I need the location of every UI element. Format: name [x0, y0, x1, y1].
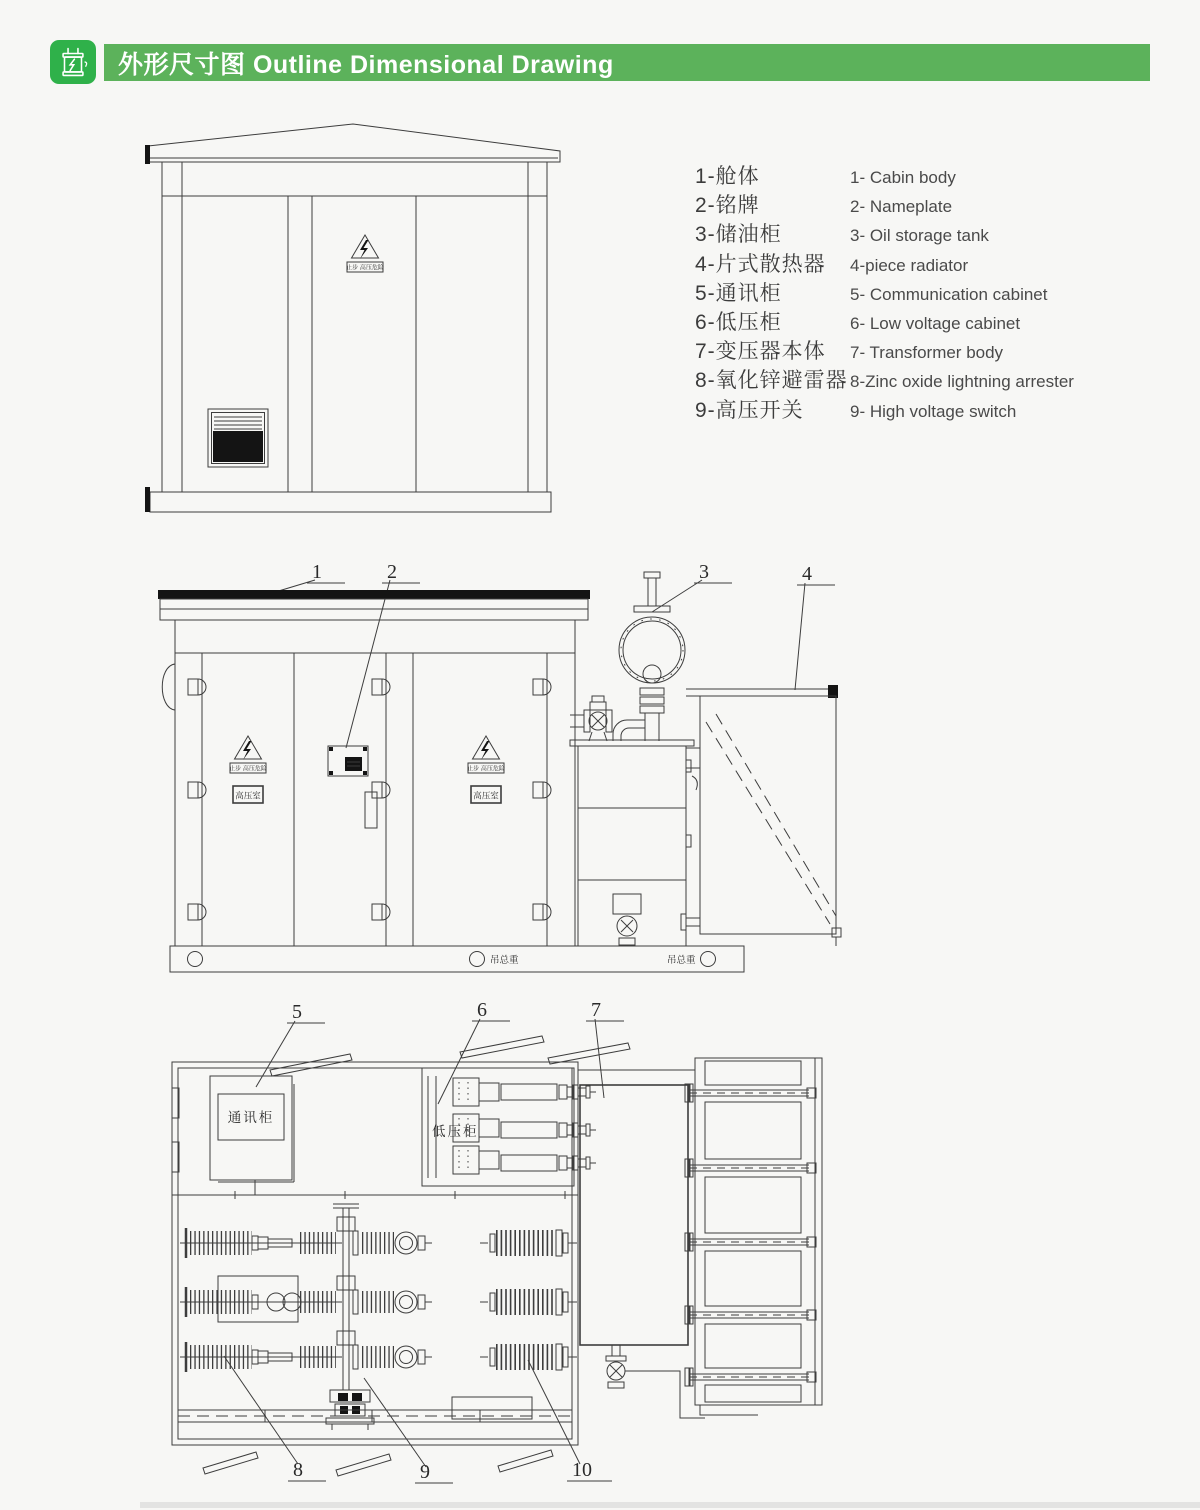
lightning-arrester-row-3	[180, 1342, 342, 1372]
plan-base-rails	[178, 1397, 572, 1422]
legend-en: 8-Zinc oxide lightning arrester	[850, 372, 1074, 392]
legend-zh: 8-氧化锌避雷器	[695, 369, 848, 393]
front-roof	[145, 124, 560, 164]
butterfly-valve	[570, 696, 612, 741]
side-roof	[158, 590, 590, 620]
front-louver-vent	[208, 409, 268, 467]
callout-2: 2	[387, 561, 397, 583]
lv-bus-row-3	[501, 1155, 596, 1171]
lv-cabinet-label: 低压柜	[432, 1124, 479, 1139]
legend-row	[695, 160, 1165, 189]
legend-zh: 9-高压开关	[695, 398, 804, 422]
lift-weight-label: 吊总重	[490, 955, 519, 966]
communication-cabinet	[210, 1076, 294, 1195]
lv-bus-row-2	[501, 1122, 596, 1138]
legend-zh: 2-铭牌	[695, 194, 760, 218]
callout-3: 3	[699, 561, 709, 583]
front-warning-text: 止步 高压危险	[346, 265, 384, 272]
legend-zh: 6-低压柜	[695, 310, 782, 334]
hv-switch-insulator-row-3	[353, 1345, 432, 1369]
hv-room-label: 高压室	[235, 790, 261, 801]
footer-divider	[140, 1502, 1200, 1508]
legend-row	[695, 248, 1165, 277]
legend-en: 6- Low voltage cabinet	[850, 313, 1021, 333]
section-title: 外形尺寸图 Outline Dimensional Drawing	[118, 50, 614, 79]
side-warning-text: 止步 高压危险	[229, 766, 267, 773]
callout-10: 10	[572, 1459, 592, 1481]
transformer-icon-glyph	[56, 45, 90, 79]
section-title-bar	[104, 44, 1150, 81]
side-warning-text: 止步 高压危险	[467, 766, 505, 773]
hv-bushing-row-1	[480, 1230, 577, 1256]
legend-row	[695, 189, 1165, 218]
plan-transformer-body	[578, 1070, 705, 1418]
legend-zh: 3-储油柜	[695, 223, 782, 247]
hv-bushing-row-2	[480, 1289, 577, 1315]
legend-en: 7- Transformer body	[850, 343, 1004, 363]
lift-weight-label: 吊总重	[667, 955, 696, 966]
hv-bushing-row-3	[480, 1344, 577, 1370]
legend-row	[695, 394, 1165, 423]
lightning-arrester-row-2	[180, 1276, 342, 1322]
side-callouts	[262, 561, 835, 748]
lv-bus-row-1	[501, 1084, 596, 1100]
front-warning-sign	[346, 235, 384, 272]
callout-1: 1	[312, 561, 322, 583]
legend-en: 4-piece radiator	[850, 255, 969, 275]
lightning-arrester-row-1	[180, 1228, 342, 1258]
transformer-icon	[50, 40, 96, 84]
hv-switch-insulator-row-1	[353, 1231, 432, 1255]
plan-radiator	[685, 1058, 822, 1415]
legend-row	[695, 306, 1165, 335]
parts-legend	[695, 160, 1165, 423]
plan-view-drawing	[160, 990, 860, 1490]
legend-en: 2- Nameplate	[850, 197, 953, 217]
callout-4: 4	[802, 563, 812, 585]
side-warning-sign-left	[229, 736, 267, 803]
legend-zh: 5-通讯柜	[695, 281, 782, 305]
side-warning-sign-right	[467, 736, 505, 803]
legend-row	[695, 218, 1165, 247]
callout-9: 9	[420, 1461, 430, 1483]
hv-switch-insulator-row-2	[353, 1290, 432, 1314]
callout-8: 8	[293, 1459, 303, 1481]
legend-row	[695, 364, 1165, 393]
legend-zh: 1-舱体	[695, 165, 760, 188]
low-voltage-cabinet	[422, 1068, 596, 1186]
front-view-drawing	[120, 110, 590, 530]
legend-en: 1- Cabin body	[850, 168, 956, 187]
hv-room-label: 高压室	[473, 790, 499, 801]
comm-cabinet-label: 通讯柜	[227, 1110, 275, 1125]
side-cabin-body	[162, 620, 575, 946]
side-base	[170, 946, 744, 972]
callout-7: 7	[591, 999, 601, 1021]
side-view-drawing	[140, 550, 860, 980]
legend-zh: 4-片式散热器	[695, 252, 826, 276]
legend-row	[695, 335, 1165, 364]
door-handle	[365, 792, 377, 828]
legend-zh: 7-变压器本体	[695, 340, 826, 364]
callout-6: 6	[477, 999, 487, 1021]
legend-en: 9- High voltage switch	[850, 401, 1017, 421]
legend-en: 5- Communication cabinet	[850, 284, 1048, 304]
nameplate	[328, 746, 368, 776]
front-base	[145, 487, 551, 512]
callout-5: 5	[292, 1001, 302, 1023]
side-transformer-tank	[570, 740, 694, 946]
side-radiator	[681, 685, 841, 946]
legend-en: 3- Oil storage tank	[850, 226, 989, 246]
legend-row	[695, 277, 1165, 306]
